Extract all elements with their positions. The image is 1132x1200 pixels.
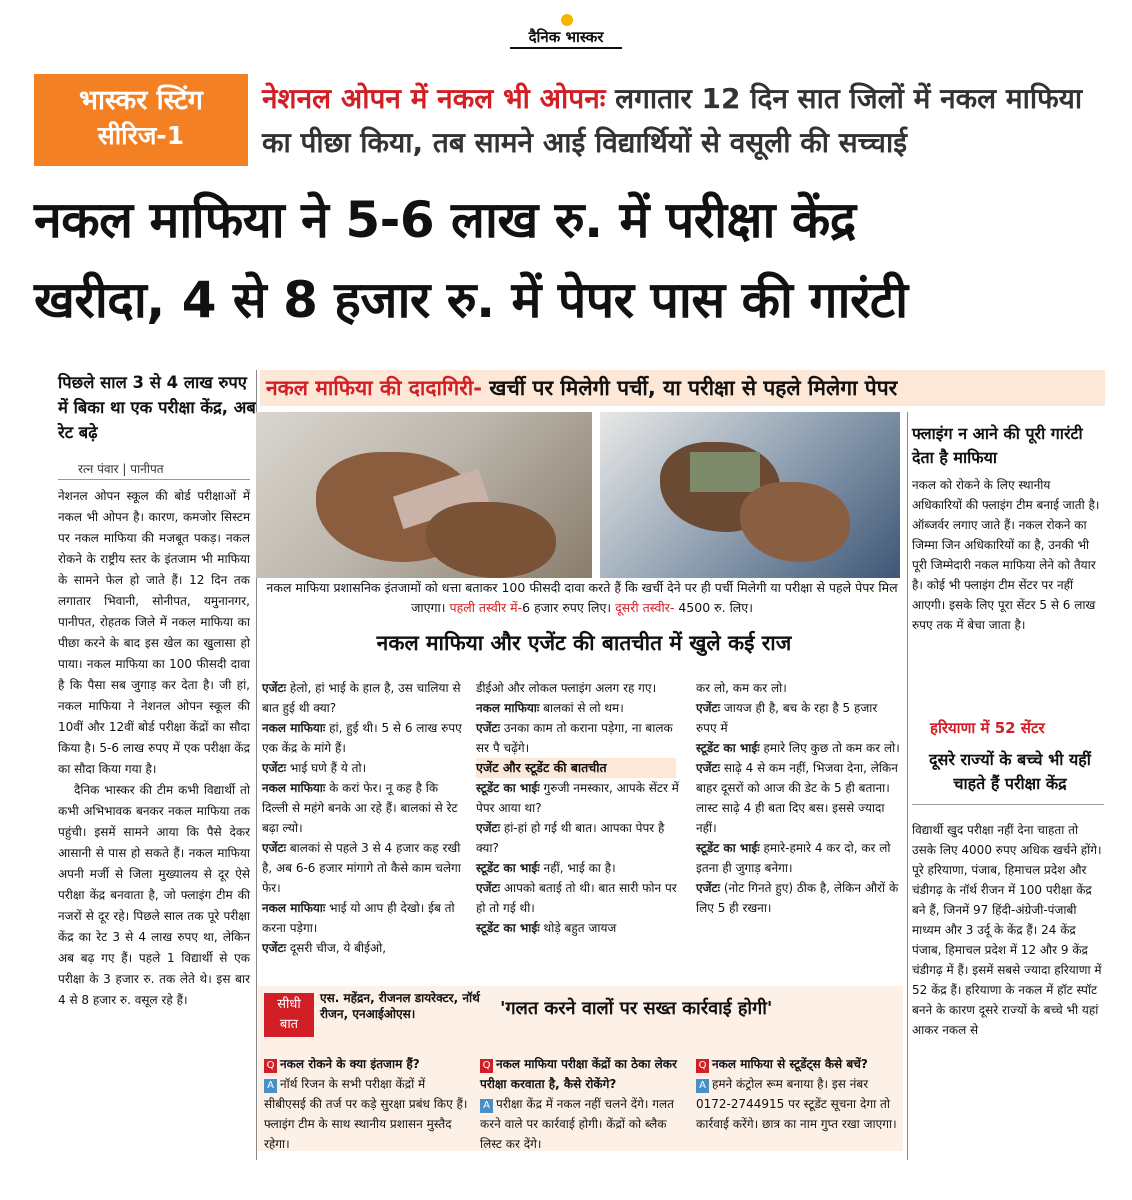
right-body-1: नकल को रोकने के लिए स्थानीय अधिकारियों की फ्लाइंग टीम बनाई जाती है। ऑब्जर्वर लगाए जाते हैं। नकल रोकने का जिम्मा जिन अधिकारियों का है, उनकी भी पूरी जिम्मेदारी नकल माफिया लेने को तैयार है। कोई भी फ्लाइंग टीम सेंटर पर नहीं आएगी। इसके लिए पूरा सेंटर 5 से 6 लाख रुपए तक में बेचा जाता है।	[912, 478, 1100, 632]
dialogue-line: स्टूडेंट का भाईः थोड़े बहुत जायज	[476, 921, 617, 935]
dialogue-line: एजेंटः भाई घणे हैं ये तो।	[262, 761, 367, 775]
dialogue-line: नकल माफियाः हां, हुई थी। 5 से 6 लाख रुपए एक केंद्र के मांगे हैं।	[262, 721, 462, 755]
dialogue-line: नकल माफियाः बालकां से लो थम।	[476, 701, 624, 715]
headline-line2: खरीदा, 4 से 8 हजार रु. में पेपर पास की गारंटी	[34, 271, 908, 329]
answer-icon: A	[480, 1099, 493, 1113]
sun-logo-icon	[561, 14, 573, 26]
byline-place: पानीपत	[130, 462, 164, 476]
dialogue-line: एजेंटः जायज ही है, बच के रहा है 5 हजार रुपए में	[696, 701, 878, 735]
dialogue-line: स्टूडेंट का भाईः हमारे लिए कुछ तो कम कर लो।	[696, 741, 900, 755]
dialogue-line: डीईओ और लोकल फ्लाइंग अलग रह गए।	[476, 681, 657, 695]
dialogue-line: एजेंटः दूसरी चीज, ये बीईओ,	[262, 941, 387, 955]
right-headline-2: दूसरे राज्यों के बच्चे भी यहीं चाहते हैं परीक्षा केंद्र	[929, 750, 1091, 793]
answer-icon: A	[264, 1079, 277, 1093]
kicker-text: लगातार 12 दिन सात जिलों में नकल माफिया का पीछा किया, तब सामने आई विद्यार्थियों से वसूली की सच्चाई	[262, 82, 1083, 159]
photo-section-head	[260, 370, 1105, 406]
left-subhead: पिछले साल 3 से 4 लाख रुपए में बिका था एक परीक्षा केंद्र, अब रेट बढ़े	[58, 373, 256, 442]
masthead-rule	[510, 47, 622, 49]
dialogue-line: एजेंटः हां-हां हो गई थी बात। आपका पेपर है क्या?	[476, 821, 665, 855]
sting-series-label	[34, 74, 248, 166]
conversation-column-3	[696, 678, 901, 918]
caption-text: नकल माफिया प्रशासनिक इंतजामों को धत्ता बताकर 100 फीसदी दावा करते हैं कि खर्ची देने पर ही पर्ची मिलेगी या परीक्षा से पहले पेपर मिल जाएगा।	[266, 580, 898, 615]
right-body-2: विद्यार्थी खुद परीक्षा नहीं देना चाहता तो उसके लिए 4000 रुपए अधिक खर्चने होंगे। पूरे हरियाणा, पंजाब, हिमाचल प्रदेश और चंडीगढ़ के नॉर्थ रीजन में 100 परीक्षा केंद्र बने हैं, जिनमें 97 हिंदी-अंग्रेजी-पंजाबी माध्यम और 3 उर्दू के केंद्र हैं। 24 केंद्र पंजाब, हिमाचल प्रदेश में 12 और 9 केंद्र चंडीगढ़ में हैं। इसमें सबसे ज्यादा हरियाणा में 52 केंद्र हैं। हरियाणा के नकल में हॉट स्पॉट बनने के कारण दूसरे राज्यों के बच्चे भी यहां आकर नकल से	[912, 823, 1102, 1037]
qa-item-3	[696, 1054, 901, 1134]
kicker	[262, 77, 1107, 165]
badge-line2: बात	[279, 1017, 299, 1032]
right-headline: फ्लाइंग न आने की पूरी गारंटी देता है माफिया	[912, 424, 1083, 467]
answer-text: नॉर्थ रिजन के सभी परीक्षा केंद्रों में सीबीएसई की तर्ज पर कड़े सुरक्षा प्रबंध किए हैं। फ्लाइंग टीम के साथ स्थानीय प्रशासन मुस्तैद रहेगा।	[264, 1077, 468, 1151]
question-icon: Q	[264, 1059, 277, 1073]
badge-line1: सीधी	[277, 997, 301, 1012]
dialogue-line: एजेंटः हेलो, हां भाई के हाल है, उस चालिया से बात हुई थी क्या?	[262, 681, 461, 715]
conversation-column-1	[262, 678, 467, 958]
left-paragraph-2: दैनिक भास्कर की टीम कभी विद्यार्थी तो कभी अभिभावक बनकर नकल माफिया तक पहुंची। इसमें सामने आया कि पैसे देकर आसानी से पास हो सकते हैं। नकल माफिया अपनी मर्जी से जिला मुख्यालय से दूर ऐसे परीक्षा केंद्र बनवाता है, जो फ्लाइंग टीम की नजरों से दूर रहे। पिछले साल तक पूरे परीक्षा केंद्र का रेट 3 से 4 लाख रुपए था, लेकिन अब बढ़ गए हैं। पहले 1 विद्यार्थी से एक परीक्षा के 3 हजार रु. तक लेते थे। इस बार 4 से 8 हजार रु. वसूल रहे हैं।	[58, 783, 250, 1007]
answer-text: परीक्षा केंद्र में नकल नहीं चलने देंगे। गलत करने वाले पर कार्रवाई होगी। केंद्रों को ब्लैक लिस्ट कर देंगे।	[480, 1097, 674, 1151]
answer-text: हमने कंट्रोल रूम बनाया है। इस नंबर 0172-2744915 पर स्टूडेंट सूचना देगा तो कार्रवाई करेंगे। छात्र का नाम गुप्त रखा जाएगा।	[696, 1077, 897, 1131]
byline: रत्न पंवार | पानीपत	[78, 462, 164, 476]
headline-line1: नकल माफिया ने 5-6 लाख रु. में परीक्षा केंद्र	[34, 191, 856, 249]
photo-head-lead: नकल माफिया की दादागिरी-	[266, 376, 482, 400]
dialogue-line: नकल माफियाः भाई यो आप ही देखो। ईब तो करना पड़ेगा।	[262, 901, 455, 935]
dialogue-subhead: एजेंट और स्टूडेंट की बातचीत	[476, 758, 681, 778]
dialogue-line: स्टूडेंट का भाईः गुरुजी नमस्कार, आपके सेंटर में पेपर आया था?	[476, 781, 679, 815]
main-headline	[34, 180, 1109, 340]
dialogue-line: एजेंटः उनका काम तो कराना पड़ेगा, ना बालक सर पै चढ़ेंगे।	[476, 721, 673, 755]
question-icon: Q	[480, 1059, 493, 1073]
question-text: नकल माफिया परीक्षा केंद्रों का ठेका लेकर परीक्षा करवाता है, कैसे रोकेंगे?	[480, 1057, 677, 1091]
photo-hands-counting-money-2	[600, 412, 900, 578]
dialogue-line: कर लो, कम कर लो।	[696, 681, 787, 695]
dialogue-line: एजेंटः साढ़े 4 से कम नहीं, भिजवा देना, लेकिन बाहर दूसरों को आज की डेट के 5 ही बताना। लास्ट साढ़े 4 ही बता दिए बस। इससे ज्यादा नहीं।	[696, 761, 898, 835]
photo-head-text: खर्ची पर मिलेगी पर्ची, या परीक्षा से पहले मिलेगा पेपर	[489, 376, 898, 400]
currency-note-shape	[690, 452, 760, 492]
left-paragraph-1: नेशनल ओपन स्कूल की बोर्ड परीक्षाओं में नकल भी ओपन है। कारण, कमजोर सिस्टम पर नकल माफिया की मजबूत पकड़। नकल रोकने के राष्ट्रीय स्तर के इंतजाम भी माफिया के सामने फेल हो जाते हैं। 12 दिन तक लगातार भिवानी, सोनीपत, यमुनानगर, पानीपत, रोहतक जिले में नकल माफिया का पीछा करने के बाद इस खेल का खुलासा हो पाया। नकल माफिया का 100 फीसदी दावा है कि पैसा सब जुगाड़ कर देता है। जी हां, नकल माफिया ने नेशनल ओपन स्कूल की 10वीं और 12वीं बोर्ड परीक्षा केंद्रों का सौदा किया है। 5-6 लाख रुपए में एक परीक्षा केंद्र का सौदा किया गया है।	[58, 489, 250, 776]
sting-label-line1: भास्कर स्टिंग	[79, 85, 203, 116]
right-subhead: हरियाणा में 52 सेंटर	[930, 719, 1045, 737]
left-article-body	[58, 486, 250, 1011]
column-divider	[907, 412, 908, 1160]
dialogue-line: एजेंटः (नोट गिनते हुए) ठीक है, लेकिन औरों के लिए 5 ही रखना।	[696, 881, 899, 915]
caption-first-text: 6 हजार रुपए लिए।	[522, 600, 612, 615]
sidhi-baat-badge	[264, 993, 314, 1037]
question-text: नकल रोकने के क्या इंतजाम हैं?	[280, 1057, 420, 1071]
sting-label-line2: सीरिज-1	[97, 121, 185, 150]
newspaper-name: दैनिक भास्कर	[528, 28, 604, 46]
dialogue-line: स्टूडेंट का भाईः नहीं, भाई का है।	[476, 861, 616, 875]
dialogue-line: स्टूडेंट का भाईः हमारे-हमारे 4 कर दो, कर लो इतना ही जुगाड़ बनेगा।	[696, 841, 891, 875]
caption-first-label: पहली तस्वीर में-	[449, 600, 523, 615]
byline-divider	[58, 479, 250, 480]
qa-item-2	[480, 1054, 685, 1154]
hand-shape	[426, 502, 556, 578]
official-name: एस. महेंद्रन, रीजनल डायरेक्टर, नॉर्थ रीजन, एनआईओएस।	[320, 991, 480, 1021]
dialogue-line: एजेंटः आपको बताई तो थी। बात सारी फोन पर हो तो गई थी।	[476, 881, 677, 915]
question-text: नकल माफिया से स्टूडेंट्स कैसे बचें?	[712, 1057, 868, 1071]
hand-shape	[740, 482, 850, 562]
dialogue-line: एजेंटः बालकां से पहले 3 से 4 हजार कह रखी है, अब 6-6 हजार मांगागे तो कैसे काम चलेगा फेर।	[262, 841, 461, 895]
kicker-lead: नेशनल ओपन में नकल भी ओपनः	[262, 82, 606, 115]
question-icon: Q	[696, 1059, 709, 1073]
right-divider	[912, 804, 1104, 805]
conversation-title: नकल माफिया और एजेंट की बातचीत में खुले कई राज	[376, 631, 792, 655]
photo-hands-counting-money-1	[256, 412, 592, 578]
answer-icon: A	[696, 1079, 709, 1093]
photo-caption	[262, 578, 902, 618]
byline-name: रत्न पंवार	[78, 462, 119, 476]
interview-quote: 'गलत करने वालों पर सख्त कार्रवाई होगी'	[500, 998, 773, 1019]
caption-second-text: 4500 रु. लिए।	[678, 600, 753, 615]
qa-item-1	[264, 1054, 469, 1154]
dialogue-line: नकल माफियाः के करां फेर। नू कह है कि दिल्ली से महंगे बनके आ रहे हैं। बालकां से रेट बढ़ा ल्यो।	[262, 781, 458, 835]
caption-second-label: दूसरी तस्वीर-	[615, 600, 675, 615]
masthead-logo	[502, 10, 630, 50]
conversation-column-2	[476, 678, 681, 938]
